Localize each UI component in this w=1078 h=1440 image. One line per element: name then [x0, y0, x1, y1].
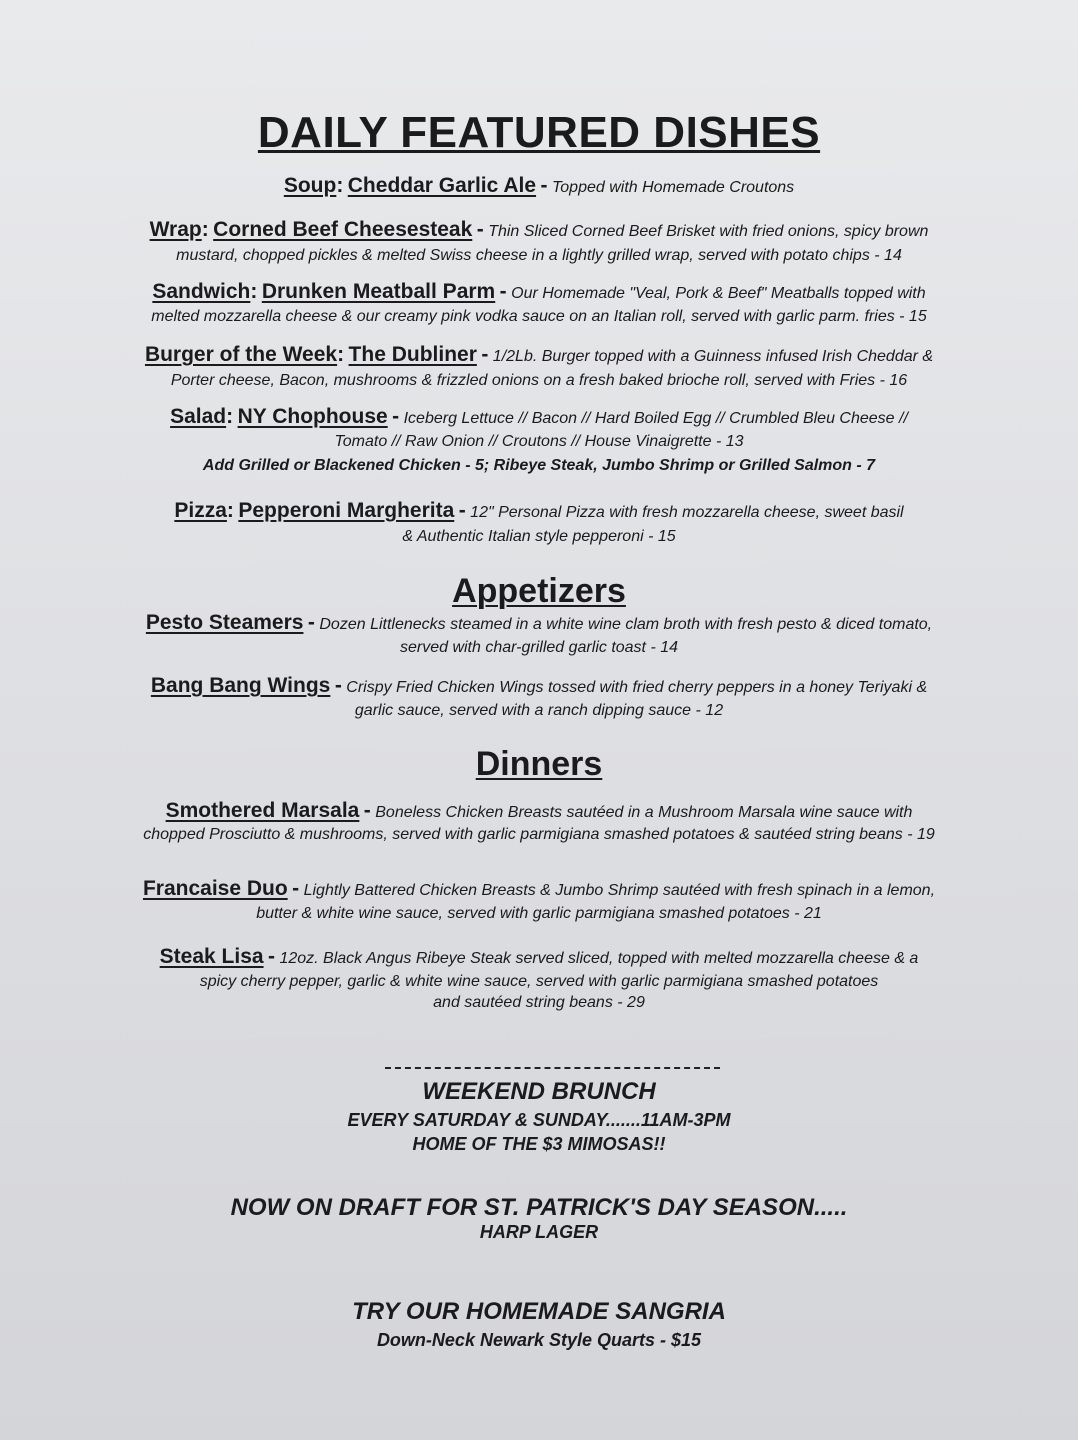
dish-description: Crispy Fried Chicken Wings tossed with fried cherry peppers in a honey Teriyaki & — [346, 679, 928, 696]
dish-description: Iceberg Lettuce // Bacon // Hard Boiled Egg // Crumbled Bleu Cheese // — [403, 410, 908, 427]
dish-name: Cheddar Garlic Ale — [347, 174, 537, 197]
dish-description-cont: Tomato // Raw Onion // Croutons // House Vinaigrette - 13 — [334, 433, 744, 450]
dish-description: Thin Sliced Corned Beef Brisket with fried onions, spicy brown — [488, 223, 929, 240]
dish-description: Lightly Battered Chicken Breasts & Jumbo Shrimp sautéed with fresh spinach in a lemon, — [303, 882, 936, 899]
dish-description: Boneless Chicken Breasts sautéed in a Mushroom Marsala wine sauce with — [375, 804, 913, 821]
dish-description-cont: served with char-grilled garlic toast - 14 — [399, 639, 679, 656]
dish-description-cont: and sautéed string beans - 29 — [433, 994, 645, 1011]
dinner-item: Francaise Duo - Lightly Battered Chicken Breasts & Jumbo Shrimp sautéed with fresh spinach in a lemon, — [142, 877, 936, 900]
dish-description: Topped with Homemade Croutons — [551, 179, 795, 196]
dish-name: The Dubliner — [348, 343, 477, 366]
category-label: Wrap — [149, 218, 202, 241]
salad-addon: Add Grilled or Blackened Chicken - 5; Ribeye Steak, Jumbo Shrimp or Grilled Salmon - 7 — [202, 457, 876, 474]
dish-name: Pesto Steamers — [145, 611, 304, 634]
appetizer-item: Bang Bang Wings - Crispy Fried Chicken Wings tossed with fried cherry peppers in a honey Teriyaki & — [150, 674, 928, 697]
dish-name: NY Chophouse — [237, 405, 388, 428]
dish-description-cont: & Authentic Italian style pepperoni - 15 — [402, 528, 676, 545]
dish-name: Corned Beef Cheesesteak — [213, 218, 473, 241]
dish-description: 1/2Lb. Burger topped with a Guinness infused Irish Cheddar & — [492, 348, 934, 365]
dinner-item: Smothered Marsala - Boneless Chicken Breasts sautéed in a Mushroom Marsala wine sauce with — [165, 799, 913, 822]
sangria-details: Down-Neck Newark Style Quarts - $15 — [376, 1330, 702, 1350]
appetizers-heading: Appetizers — [452, 572, 626, 610]
dish-name: Francaise Duo — [142, 877, 288, 900]
featured-soup: Soup: Cheddar Garlic Ale - Topped with Homemade Croutons — [283, 174, 795, 197]
dish-description-cont: garlic sauce, served with a ranch dipping sauce - 12 — [354, 702, 724, 719]
category-label: Pizza — [174, 499, 227, 522]
dish-name: Smothered Marsala — [165, 799, 360, 822]
dish-description-cont: Porter cheese, Bacon, mushrooms & frizzled onions on a fresh baked brioche roll, served with Fries - 16 — [170, 372, 908, 389]
brunch-hours: EVERY SATURDAY & SUNDAY.......11AM-3PM — [347, 1110, 731, 1130]
dish-description-cont: mustard, chopped pickles & melted Swiss cheese in a lightly grilled wrap, served with potato chips - 14 — [176, 247, 902, 264]
category-label: Salad — [170, 405, 227, 428]
sangria-heading: TRY OUR HOMEMADE SANGRIA — [352, 1298, 726, 1325]
dish-name: Bang Bang Wings — [150, 674, 331, 697]
brunch-mimosas: HOME OF THE $3 MIMOSAS!! — [412, 1134, 666, 1154]
featured-sandwich: Sandwich: Drunken Meatball Parm - Our Homemade "Veal, Pork & Beef" Meatballs topped with — [152, 280, 926, 303]
category-label: Soup — [283, 174, 337, 197]
dashed-divider — [385, 1067, 720, 1069]
dinners-heading: Dinners — [475, 745, 603, 783]
dish-description: 12" Personal Pizza with fresh mozzarella cheese, sweet basil — [470, 504, 904, 521]
draft-heading: NOW ON DRAFT FOR ST. PATRICK'S DAY SEASON..... — [230, 1194, 848, 1221]
dinner-item: Steak Lisa - 12oz. Black Angus Ribeye Steak served sliced, topped with melted mozzarella cheese & a — [159, 945, 919, 968]
dish-description-cont: spicy cherry pepper, garlic & white wine sauce, served with garlic parmigiana smashed potatoes — [199, 973, 879, 990]
dish-description-cont: chopped Prosciutto & mushrooms, served with garlic parmigiana smashed potatoes & sautéed string beans - 19 — [143, 826, 935, 843]
featured-salad: Salad: NY Chophouse - Iceberg Lettuce // Bacon // Hard Boiled Egg // Crumbled Bleu Cheese // — [170, 405, 908, 428]
dish-name: Pepperoni Margherita — [238, 499, 455, 522]
category-label: Sandwich — [152, 280, 251, 303]
brunch-heading: WEEKEND BRUNCH — [422, 1078, 656, 1105]
dish-name: Steak Lisa — [159, 945, 264, 968]
category-label: Burger of the Week — [144, 343, 338, 366]
draft-beer: HARP LAGER — [479, 1222, 599, 1242]
dish-name: Drunken Meatball Parm — [261, 280, 496, 303]
page-title: DAILY FEATURED DISHES — [257, 108, 821, 157]
featured-wrap: Wrap: Corned Beef Cheesesteak - Thin Sliced Corned Beef Brisket with fried onions, spicy brown — [149, 218, 929, 241]
featured-burger: Burger of the Week: The Dubliner - 1/2Lb. Burger topped with a Guinness infused Irish Cheddar & — [144, 343, 934, 366]
featured-pizza: Pizza: Pepperoni Margherita - 12" Personal Pizza with fresh mozzarella cheese, sweet basil — [174, 499, 904, 522]
dish-description: Our Homemade "Veal, Pork & Beef" Meatballs topped with — [511, 285, 926, 302]
dish-description: 12oz. Black Angus Ribeye Steak served sliced, topped with melted mozzarella cheese & a — [279, 950, 919, 967]
appetizer-item: Pesto Steamers - Dozen Littlenecks steamed in a white wine clam broth with fresh pesto & diced tomato, — [145, 611, 933, 634]
dish-description: Dozen Littlenecks steamed in a white wine clam broth with fresh pesto & diced tomato, — [319, 616, 933, 633]
dish-description-cont: melted mozzarella cheese & our creamy pink vodka sauce on an Italian roll, served with garlic parm. fries - 15 — [151, 308, 927, 325]
dish-description-cont: butter & white wine sauce, served with garlic parmigiana smashed potatoes - 21 — [256, 905, 822, 922]
